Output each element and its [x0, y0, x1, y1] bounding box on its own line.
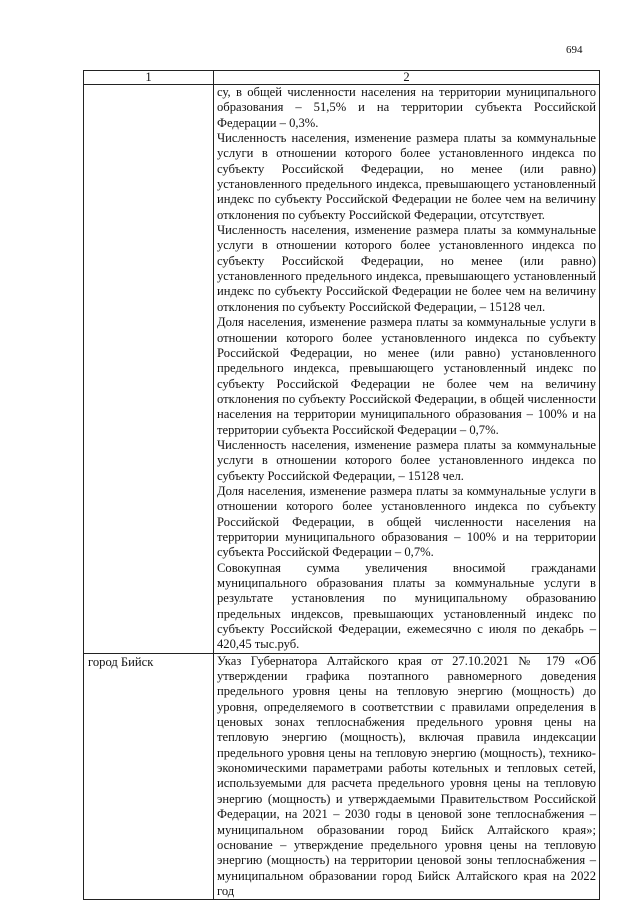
municipality-cell — [84, 85, 214, 654]
column-header-2: 2 — [214, 71, 600, 85]
paragraph: Доля населения, изменение размера платы за коммунальные услуги в отношении которого более установленного индекса по субъекту Российской Федерации, но менее (или равно) установленного предельного индекса, превышающего установленный индекс по субъекту Российской Федерации не более чем на величину отклонения по субъекту Российской Федерации, в общей численности населения на территории муниципального образования – 100% и на территории субъекта Российской Федерации – 0,7%. — [217, 315, 596, 437]
description-cell — [214, 653, 600, 900]
paragraph: Доля населения, изменение размера платы за коммунальные услуги в отношении которого более установленного индекса по субъекту Российской Федерации, в общей численности населения на территории муниципального образования – 100% и на территории субъекта Российской Федерации – 0,7%. — [217, 483, 596, 560]
paragraph: Численность населения, изменение размера платы за коммунальные услуги в отношении которого более установленного индекса по субъекту Российской Федерации, но менее (или равно) установленного предельного индекса, превышающего установленный индекс по субъекту Российской Федерации не более чем на величину отклонения по субъекту Российской Федерации, отсутствует. — [217, 131, 596, 222]
table-row — [84, 85, 600, 654]
page-number: 694 — [566, 44, 583, 56]
document-table — [83, 70, 600, 900]
table-row — [84, 653, 600, 900]
paragraph: су, в общей численности населения на территории муниципального образования – 51,5% и на территории субъекта Российской Федерации – 0,3%. — [217, 85, 596, 130]
table-header-row — [84, 71, 600, 85]
municipality-cell: город Бийск — [84, 653, 214, 900]
paragraph: Численность населения, изменение размера платы за коммунальные услуги в отношении которого более установленного индекса по субъекту Российской Федерации, но менее (или равно) установленного предельного индекса, превышающего установленный индекс по субъекту Российской Федерации не более чем на величину отклонения по субъекту Российской Федерации, – 15128 чел. — [217, 223, 596, 314]
paragraph: Совокупная сумма увеличения вносимой гражданами муниципального образования платы за коммунальные услуги в результате установления по муниципальному образованию предельных индексов, превышающих установленный индекс по субъекту Российской Федерации, ежемесячно с июля по декабрь – 420,45 тыс.руб. — [217, 560, 596, 652]
paragraph: Указ Губернатора Алтайского края от 27.10.2021 № 179 «Об утверждении графика поэтапного равномерного доведения предельного уровня цены на тепловую энергию (мощность) до уровня, определяемого в соответствии с правилами определения в ценовых зонах теплоснабжения предельного уровня цены на тепловую энергию (мощность), включая правила индексации предельного уровня цены на тепловую энергию (мощность), технико-экономическими параметрами работы котельных и тепловых сетей, используемыми для расчета предельного уровня цены на тепловую энергию (мощность) и утверждаемыми Правительством Российской Федерации, на 2021 – 2030 годы в ценовой зоне теплоснабжения – муниципальном образовании город Бийск Алтайского края»; основание – утверждение предельного уровня цены на тепловую энергию (мощность) на территории ценовой зоны теплоснабжения – муниципальном образовании город Бийск Алтайского края на 2022 год — [217, 653, 596, 898]
column-header-1: 1 — [84, 71, 214, 85]
description-cell — [214, 85, 600, 654]
paragraph: Численность населения, изменение размера платы за коммунальные услуги в отношении которого более установленного индекса по субъекту Российской Федерации, – 15128 чел. — [217, 437, 596, 483]
